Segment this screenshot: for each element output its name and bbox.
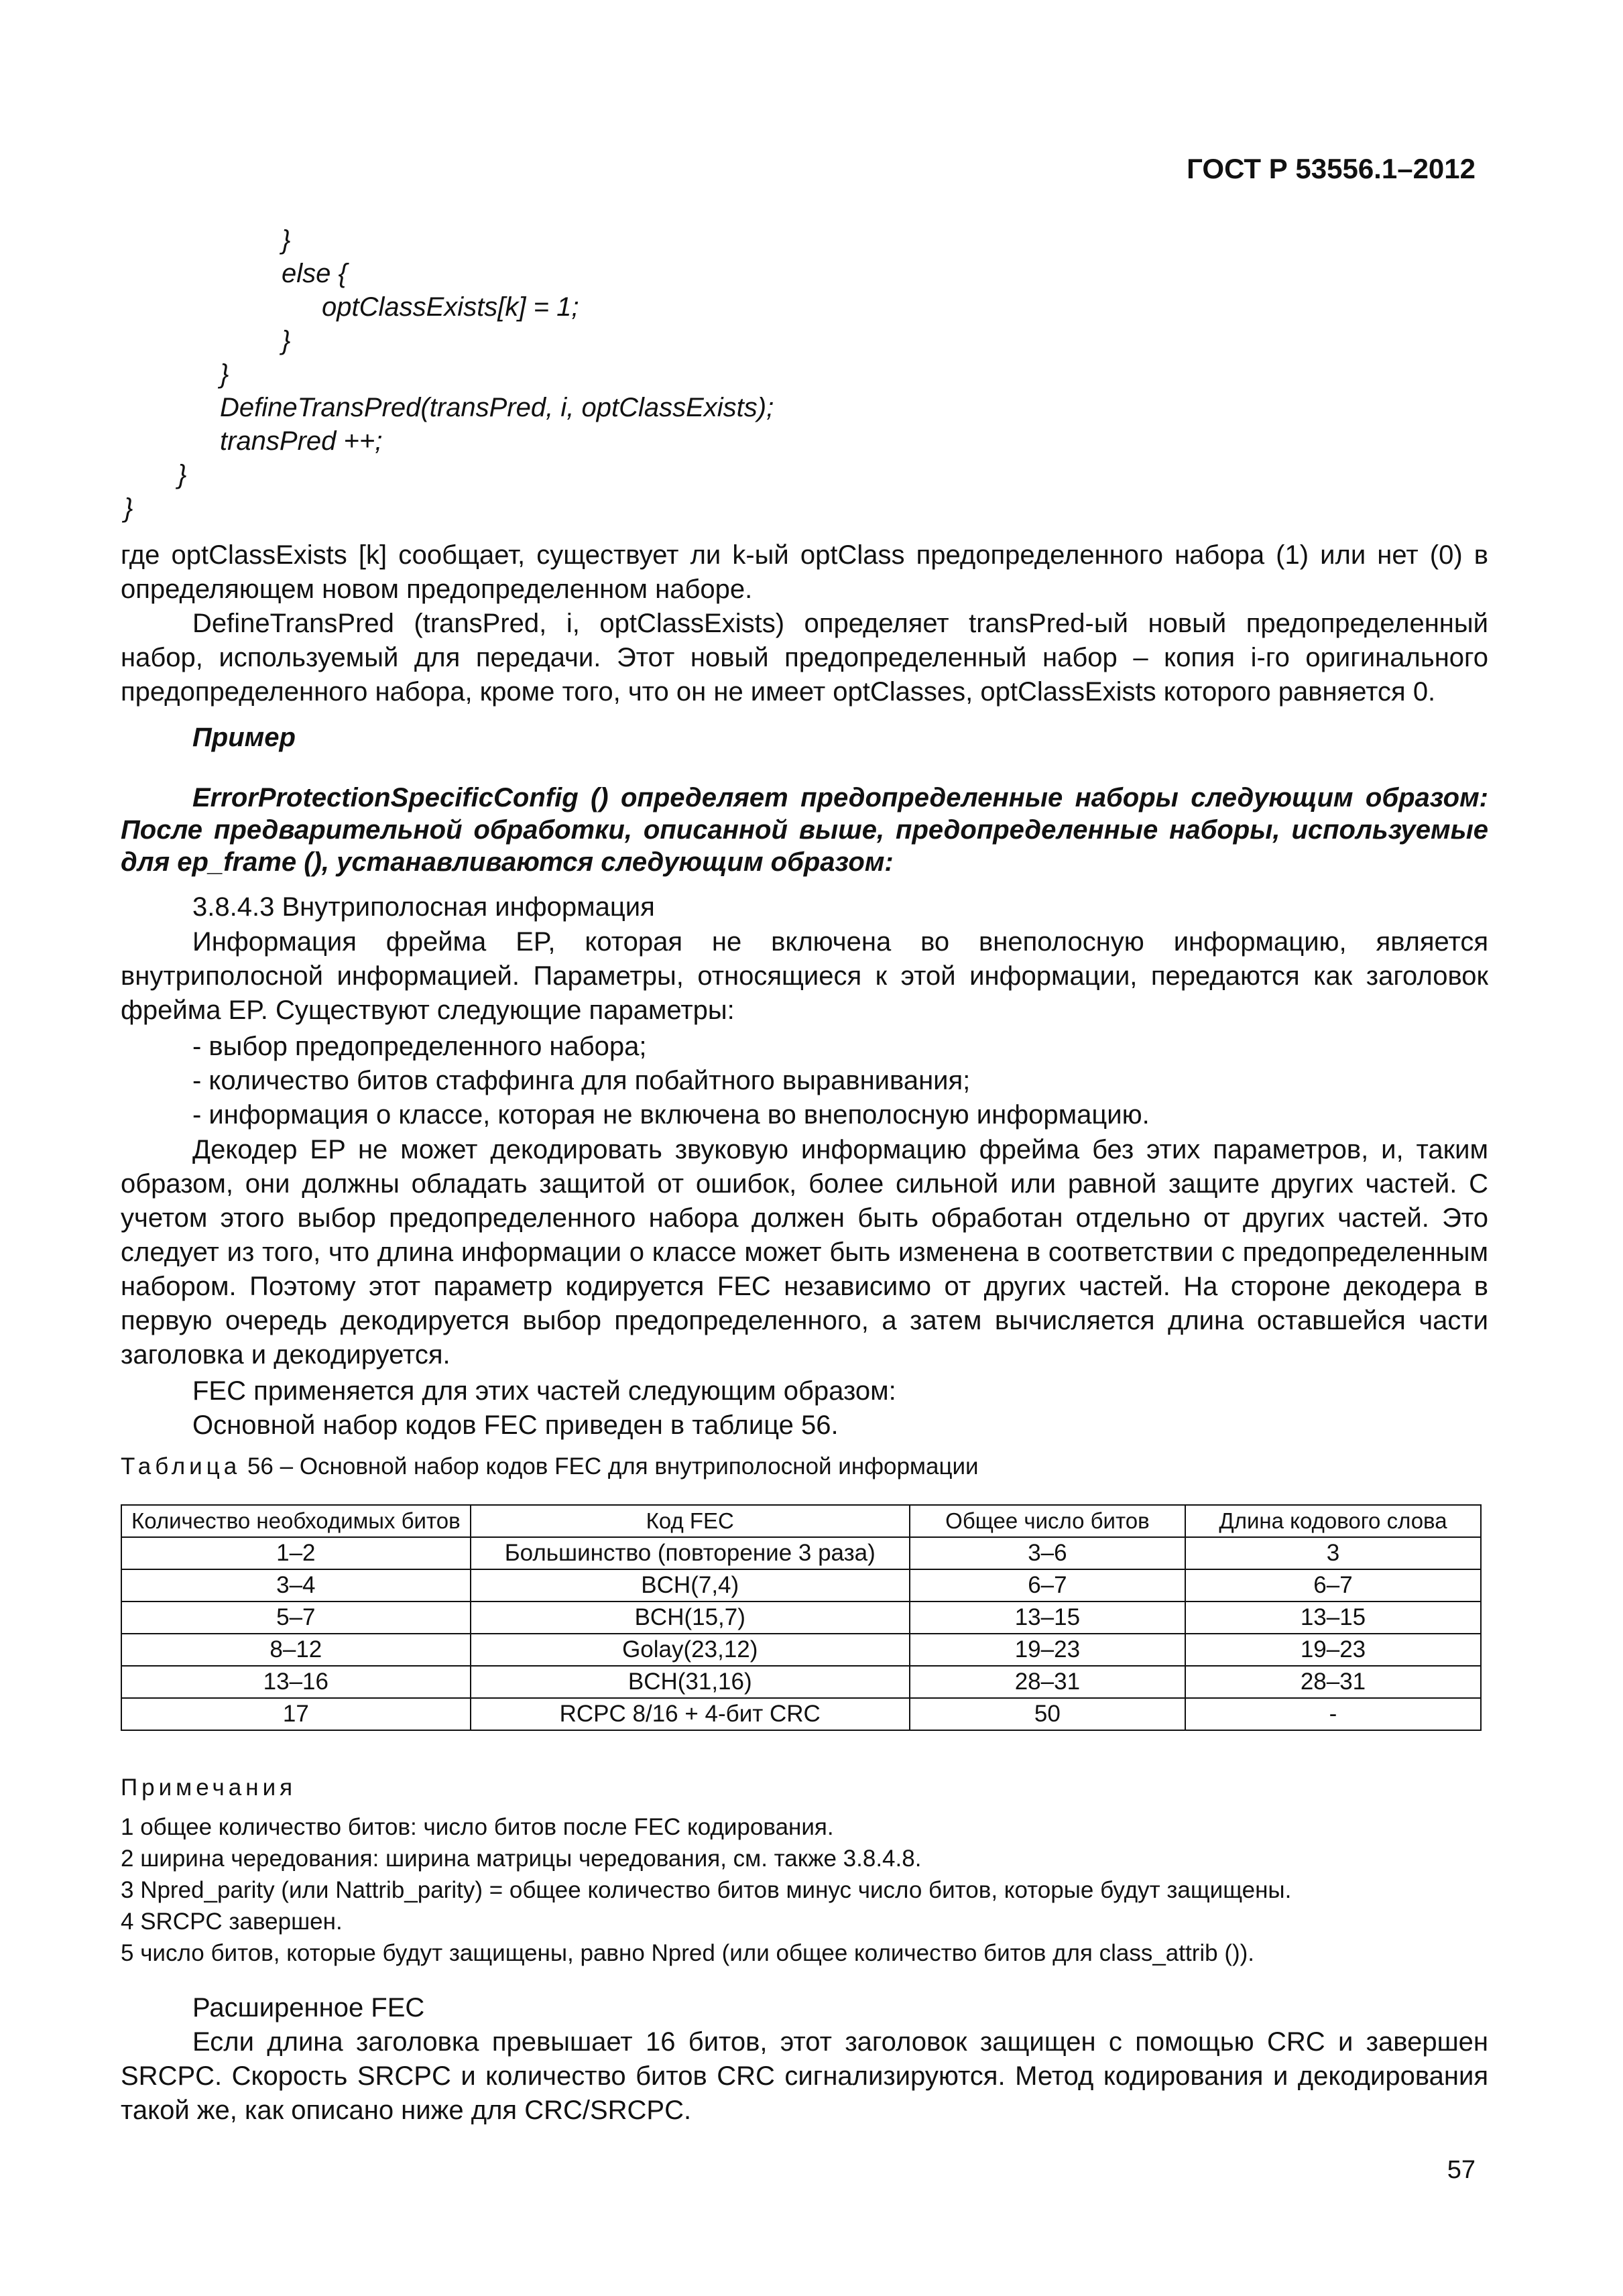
example-text: ErrorProtectionSpecificConfig () определяет предопределенные наборы следующим образом: После предварительной обработки, описанной выше, предопределенные наборы, используемые для ep_frame (), устанавливаются следующим образом: <box>121 783 1488 877</box>
code-block <box>121 223 774 525</box>
section-title: 3.8.4.3 Внутриполосная информация <box>192 892 655 922</box>
list-item: - информация о классе, которая не включена во внеполосную информацию. <box>192 1100 1150 1130</box>
paragraph-table-ref: Основной набор кодов FEC приведен в таблице 56. <box>192 1410 839 1440</box>
extended-fec-title: Расширенное FEC <box>192 1993 425 2022</box>
note-item: 4 SRCPC завершен. <box>121 1909 343 1935</box>
table-cell: 28–31 <box>910 1666 1185 1698</box>
table-cell: 13–15 <box>1185 1602 1481 1634</box>
table-row <box>121 1569 1481 1602</box>
table-row <box>121 1634 1481 1666</box>
table-cell: - <box>1185 1698 1481 1730</box>
table-cell: 50 <box>910 1698 1185 1730</box>
code-line: DefineTransPred(transPred, i, optClassExists); <box>220 393 774 422</box>
note-item: 3 Npred_parity (или Nattrib_parity) = общее количество битов минус число битов, которые будут защищены. <box>121 1877 1292 1903</box>
paragraph-decoder: Декодер EP не может декодировать звуковую информацию фрейма без этих параметров, и, таким образом, они должны обладать защитой от ошибок, более сильной или равной защите других частей. С учетом этого выбор предопределенного набора должен быть обработан отдельно от других частей. Это следует из того, что длина информации о классе может быть изменена в соответствии с предопределенным набором. Поэтому этот параметр кодируется FEC независимо от других частей. На стороне декодера в первую очередь декодируется выбор предопределенного, а затем вычисляется длина оставшейся части заголовка и декодируется. <box>121 1135 1488 1370</box>
table-row <box>121 1537 1481 1569</box>
table-header-row <box>121 1505 1481 1537</box>
table-cell: 8–12 <box>121 1634 471 1666</box>
table-cell: 19–23 <box>1185 1634 1481 1666</box>
table-cell: BCH(7,4) <box>471 1569 910 1602</box>
table-cell: 3–4 <box>121 1569 471 1602</box>
table-cell: 3 <box>1185 1537 1481 1569</box>
page-number: 57 <box>1447 2156 1476 2184</box>
code-line: else { <box>282 259 347 288</box>
table-cell: 28–31 <box>1185 1666 1481 1698</box>
standard-header: ГОСТ Р 53556.1–2012 <box>1187 153 1476 184</box>
paragraph-fec-applied: FEC применяется для этих частей следующим образом: <box>192 1376 896 1406</box>
list-item: - количество битов стаффинга для побайтного выравнивания; <box>192 1066 971 1095</box>
table-cell: BCH(31,16) <box>471 1666 910 1698</box>
column-header: Код FEC <box>471 1505 910 1537</box>
paragraph-optclassexists: где optClassExists [k] сообщает, существует ли k-ый optClass предопределенного набора (1) или нет (0) в определяющем новом предопределенном наборе. <box>121 540 1488 604</box>
note-item: 5 число битов, которые будут защищены, равно Npred (или общее количество битов для class_attrib ()). <box>121 1940 1255 1966</box>
code-line: transPred ++; <box>220 426 383 456</box>
table-cell: RCPC 8/16 + 4-бит CRC <box>471 1698 910 1730</box>
paragraph-inband-info: Информация фрейма EP, которая не включена во внеполосную информацию, является внутриполосной информацией. Параметры, относящиеся к этой информации, передаются как заголовок фрейма EP. Существуют следующие параметры: <box>121 927 1488 1025</box>
code-line: } <box>124 493 133 523</box>
note-item: 2 ширина чередования: ширина матрицы чередования, см. также 3.8.4.8. <box>121 1846 922 1872</box>
table-caption-label: Таблица <box>121 1453 241 1479</box>
extended-fec-text: Если длина заголовка превышает 16 битов, этот заголовок защищен с помощью CRC и завершен SRCPC. Скорость SRCPC и количество битов CRC сигнализируются. Метод кодирования и декодирования такой же, как описано ниже для CRC/SRCPC. <box>121 2027 1488 2125</box>
code-line: optClassExists[k] = 1; <box>322 292 579 322</box>
example-label: Пример <box>192 723 296 752</box>
list-item: - выбор предопределенного набора; <box>192 1032 647 1061</box>
notes-title: Примечания <box>121 1774 297 1801</box>
paragraph-definetranspred: DefineTransPred (transPred, i, optClassExists) определяет transPred-ый новый предопределенный набор, используемый для передачи. Этот новый предопределенный набор – копия i-го оригинального предопределенного набора, кроме того, что он не имеет optClasses, optClassExists которого равняется 0. <box>121 609 1488 707</box>
table-cell: BCH(15,7) <box>471 1602 910 1634</box>
code-line: } <box>178 460 187 489</box>
table-cell: 13–15 <box>910 1602 1185 1634</box>
notes-section <box>121 1772 1291 1969</box>
column-header: Длина кодового слова <box>1185 1505 1481 1537</box>
table-row <box>121 1666 1481 1698</box>
table-cell: 6–7 <box>910 1569 1185 1602</box>
code-line: } <box>282 225 291 255</box>
table-cell: Golay(23,12) <box>471 1634 910 1666</box>
parameter-list <box>121 1030 1488 1132</box>
code-line: } <box>220 359 229 389</box>
table-cell: 5–7 <box>121 1602 471 1634</box>
table-cell: 13–16 <box>121 1666 471 1698</box>
column-header: Общее число битов <box>910 1505 1185 1537</box>
table-row <box>121 1602 1481 1634</box>
column-header: Количество необходимых битов <box>121 1505 471 1537</box>
table-row <box>121 1698 1481 1730</box>
table-cell: 19–23 <box>910 1634 1185 1666</box>
table-cell: 3–6 <box>910 1537 1185 1569</box>
table-cell: 17 <box>121 1698 471 1730</box>
table-caption-text: 56 – Основной набор кодов FEC для внутриполосной информации <box>247 1453 979 1479</box>
table-caption <box>121 1453 979 1480</box>
fec-code-table <box>121 1504 1482 1731</box>
table-cell: Большинство (повторение 3 раза) <box>471 1537 910 1569</box>
table-cell: 1–2 <box>121 1537 471 1569</box>
note-item: 1 общее количество битов: число битов после FEC кодирования. <box>121 1814 834 1840</box>
table-cell: 6–7 <box>1185 1569 1481 1602</box>
code-line: } <box>282 326 291 355</box>
